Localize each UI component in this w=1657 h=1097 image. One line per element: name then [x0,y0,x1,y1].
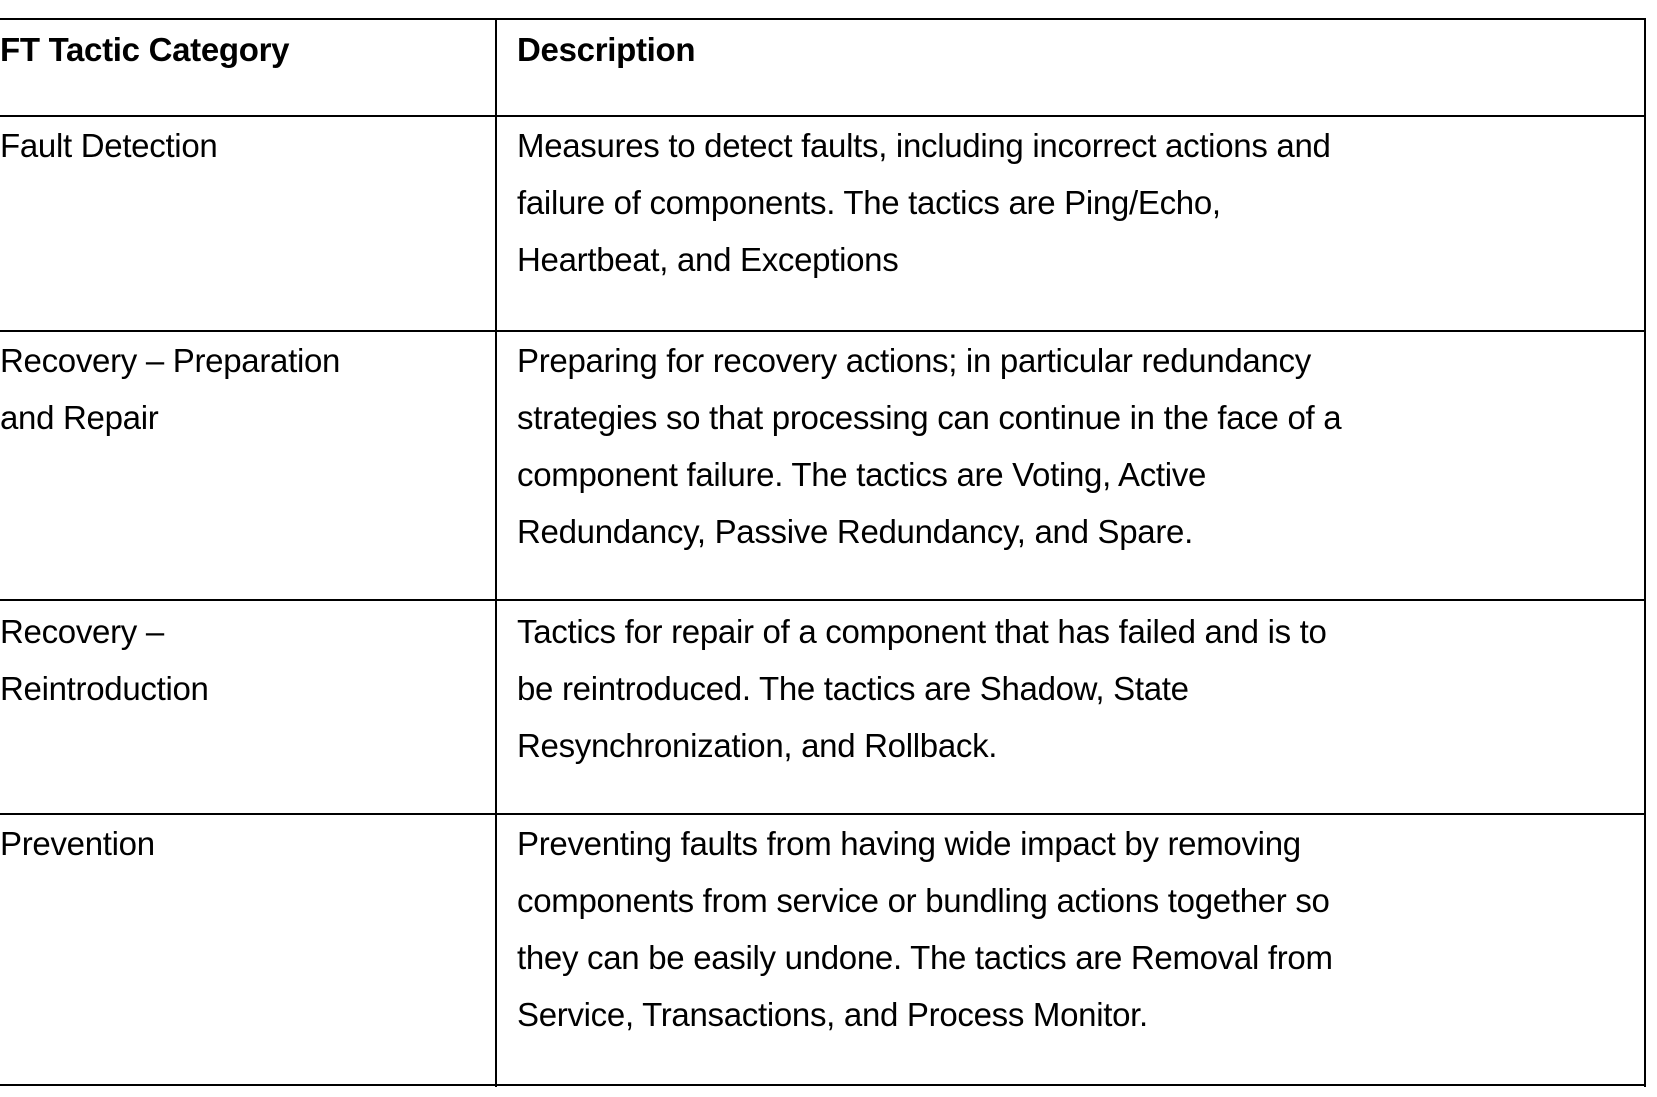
category-line: Recovery – Preparation [0,342,341,379]
description-line: Preparing for recovery actions; in particular redundancy [517,342,1311,379]
description-line: Heartbeat, and Exceptions [517,241,899,278]
description-cell [517,815,1333,1043]
description-line: failure of components. The tactics are Ping/Echo, [517,184,1221,221]
table-border-top [0,18,1646,20]
description-line: Resynchronization, and Rollback. [517,727,998,764]
category-line: Prevention [0,825,155,862]
header-description: Description [517,31,696,68]
table-border-bottom [0,1084,1646,1086]
description-line: Redundancy, Passive Redundancy, and Spare. [517,513,1193,550]
description-line: component failure. The tactics are Voting, Active [517,456,1207,493]
header-category: FT Tactic Category [0,31,290,68]
category-line: and Repair [0,399,159,436]
description-line: be reintroduced. The tactics are Shadow, State [517,670,1189,707]
category-cell [0,117,217,174]
category-cell [0,603,209,717]
description-line: components from service or bundling actions together so [517,882,1330,919]
description-line: Measures to detect faults, including incorrect actions and [517,127,1331,164]
description-line: Service, Transactions, and Process Monitor. [517,996,1148,1033]
column-divider [495,19,497,1087]
description-line: strategies so that processing can continue in the face of a [517,399,1342,436]
description-line: Tactics for repair of a component that has failed and is to [517,613,1327,650]
description-cell [517,117,1331,288]
description-line: they can be easily undone. The tactics are Removal from [517,939,1333,976]
category-cell [0,815,155,872]
category-cell [0,332,340,446]
category-line: Reintroduction [0,670,209,707]
table-border-right [1644,19,1646,1087]
description-cell [517,332,1341,560]
description-cell [517,603,1327,774]
row-divider [0,599,1646,601]
category-line: Recovery – [0,613,164,650]
description-line: Preventing faults from having wide impact by removing [517,825,1301,862]
category-line: Fault Detection [0,127,218,164]
